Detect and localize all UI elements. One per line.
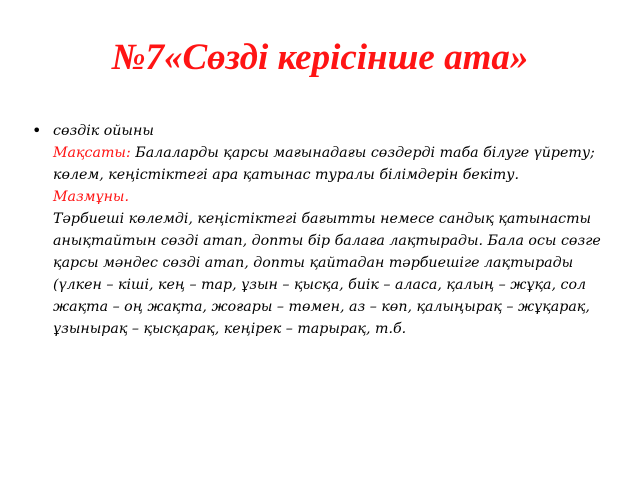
slide-title: №7«Сөзді керісінше ата» [111,37,529,78]
slide-content [32,120,602,340]
content-label: Мазмұны. [53,189,129,205]
goal-label: Мақсаты: [53,145,131,161]
game-type: сөздік ойыны [53,123,154,139]
goal-paragraph [53,142,602,186]
bullet-item [32,120,602,340]
goal-text: Балаларды қарсы мағынадағы сөздерді таба білуге үйрету; көлем, кеңістіктегі ара қатынас туралы білімдерін бекіту. [53,145,595,183]
bullet-marker: • [32,121,42,140]
bullet-body [53,120,602,340]
content-text: Тәрбиеші көлемді, кеңістіктегі бағытты немесе сандық қатынасты анықтайтын сөзді атап, допты бір балаға лақтырады. Бала осы сөзге қарсы мәндес сөзді атап, допты қайтадан тәрбиешіге лақтырады (үлкен – кіші, кең – тар, ұзын – қысқа, биік – аласа, қалың – жұқа, сол жақта – оң жақта, жоғары – төмен, аз – көп, қалыңырақ – жұқарақ, ұзынырақ – қысқарақ, кеңірек – тарырақ, т.б. [53,211,601,337]
